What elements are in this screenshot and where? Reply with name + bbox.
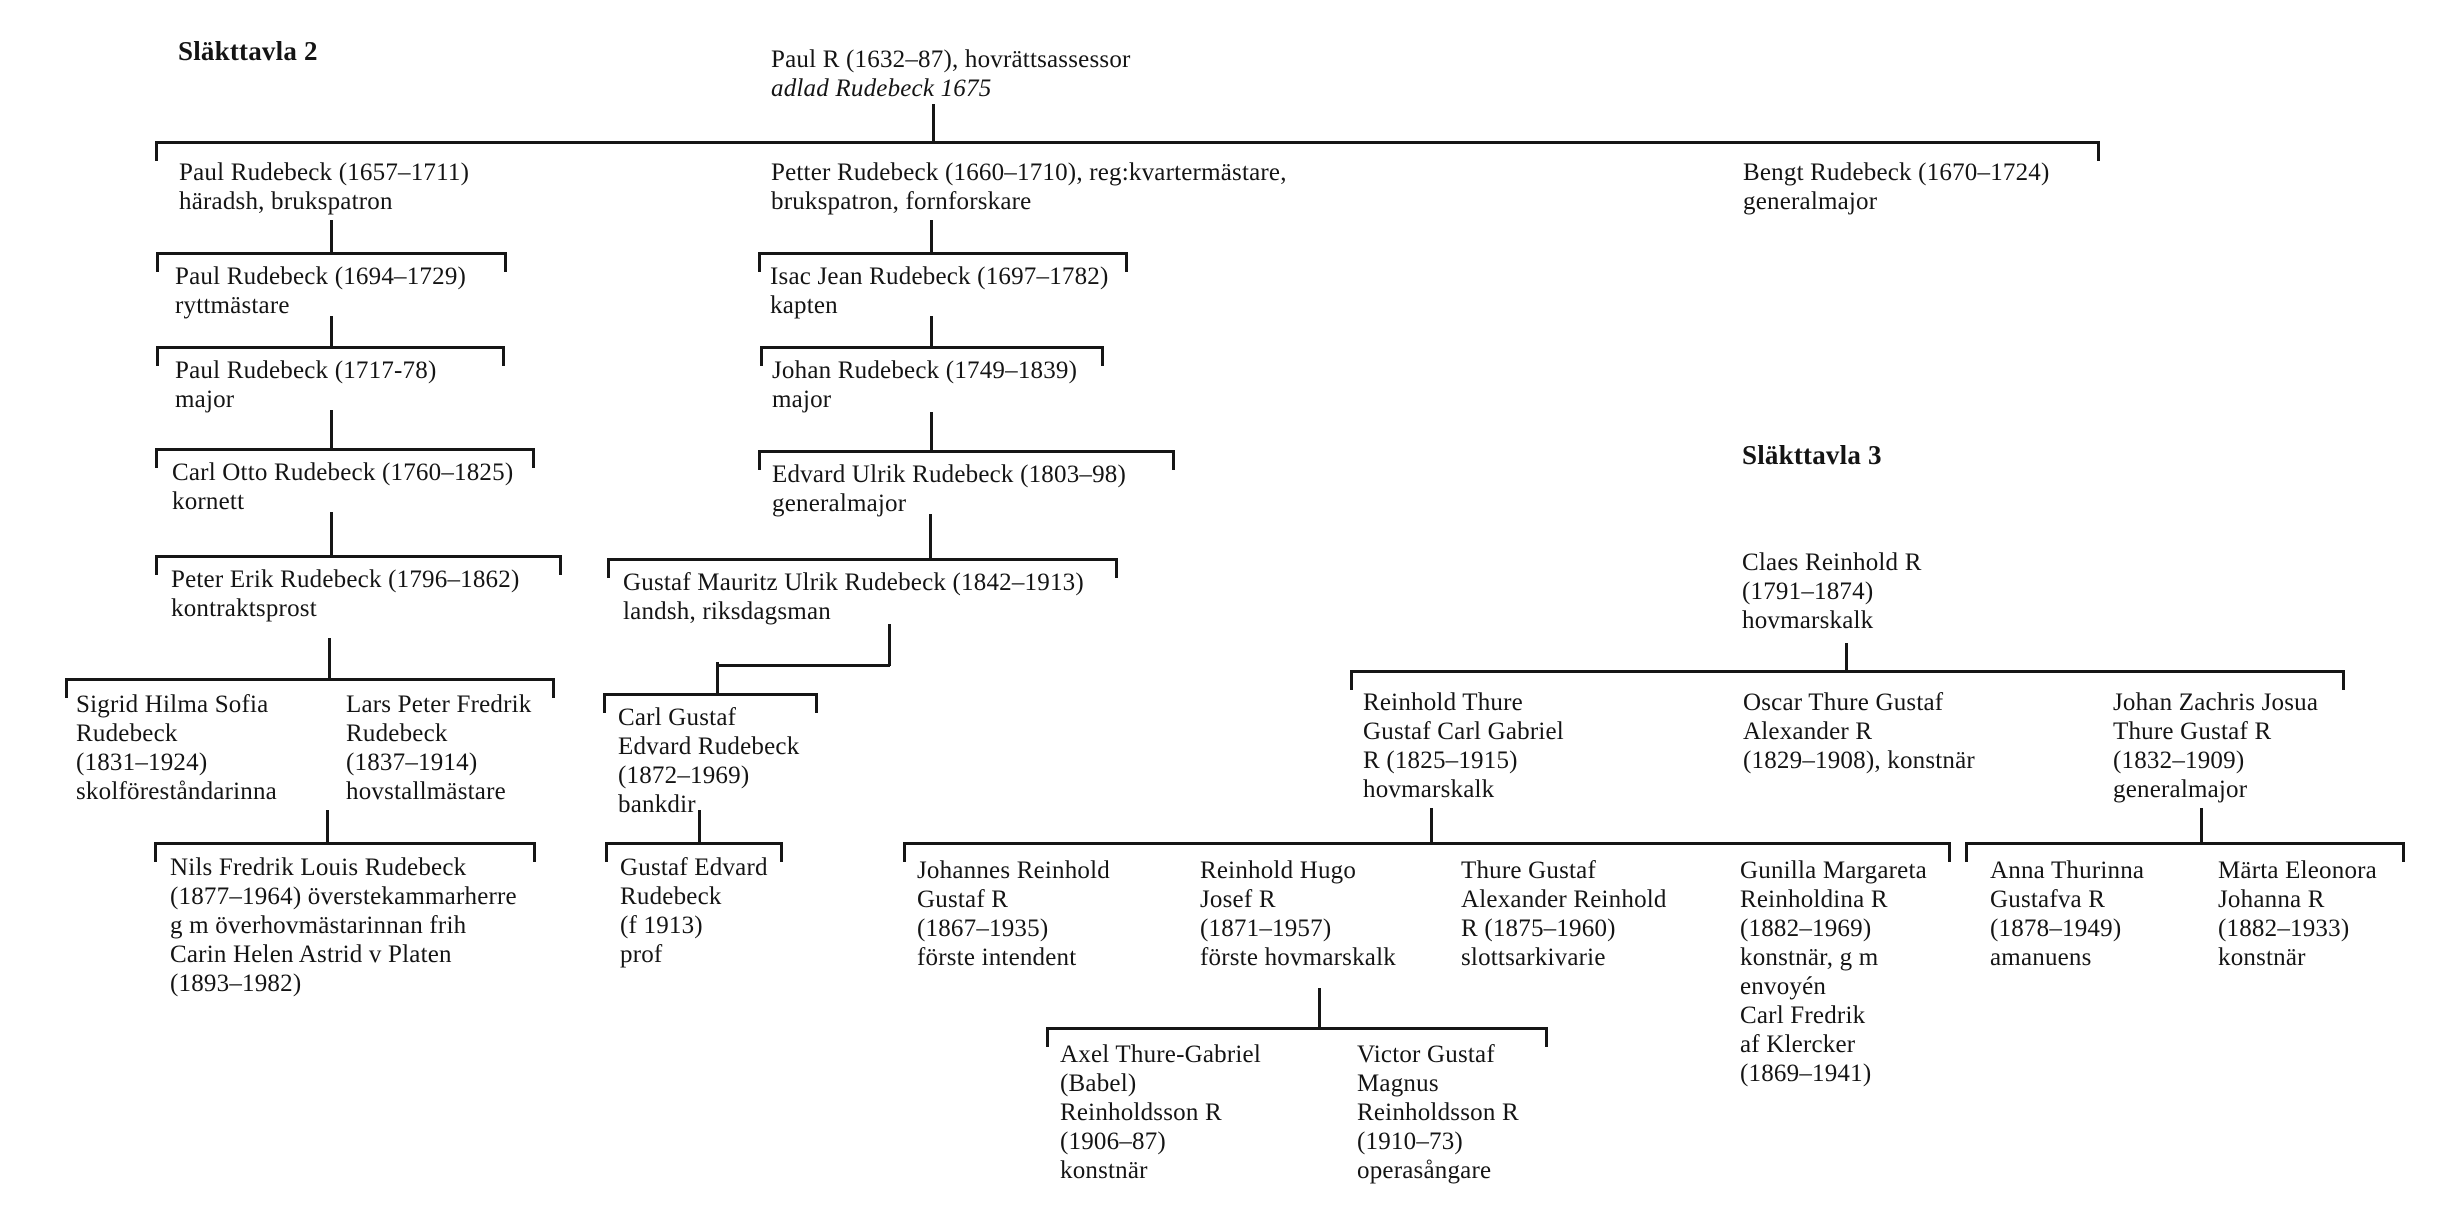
node-text-line: (1869–1941): [1740, 1060, 1872, 1087]
node-text-line: (1877–1964) överstekammarherre: [170, 883, 517, 910]
node-text-line: major: [175, 386, 235, 413]
node-text-line: Oscar Thure Gustaf: [1743, 689, 1944, 716]
tree-node-paul-1657: [179, 158, 469, 216]
node-text-line: prof: [620, 941, 663, 968]
tree-node-marta-1882: [2218, 856, 2377, 972]
tree-node-lars-1837: [346, 690, 532, 806]
node-text-line: konstnär: [2218, 944, 2306, 971]
node-text-line: landsh, riksdagsman: [623, 598, 831, 625]
node-text-line: Petter Rudebeck (1660–1710), reg:kvartermästare,: [771, 159, 1287, 186]
node-text-line: (1878–1949): [1990, 915, 2122, 942]
node-text-line: häradsh, brukspatron: [179, 188, 393, 215]
node-text-line: Gustaf Carl Gabriel: [1363, 718, 1564, 745]
descent-bracket-line: [1350, 670, 2345, 690]
connector-vertical-line: [1430, 808, 1433, 844]
node-text-line: Claes Reinhold R: [1742, 549, 1922, 576]
node-text-line: Reinholdina R: [1740, 886, 1888, 913]
node-text-line: Gunilla Margareta: [1740, 857, 1927, 884]
node-text-line: bankdir: [618, 791, 696, 818]
tree-node-thure-gustaf-1875: [1461, 856, 1667, 972]
node-text-line: Carl Gustaf: [618, 704, 737, 731]
node-text-line: kapten: [770, 292, 838, 319]
tree-node-carl-gustaf-1872: [618, 703, 799, 819]
node-text-line: Carin Helen Astrid v Platen: [170, 941, 452, 968]
node-text-line: Victor Gustaf: [1357, 1041, 1495, 1068]
node-text-line: Anna Thurinna: [1990, 857, 2145, 884]
node-text-line: kontraktsprost: [171, 595, 317, 622]
tree-node-isac-jean-1697: [770, 262, 1109, 320]
node-text-line: Bengt Rudebeck (1670–1724): [1743, 159, 2050, 186]
node-text-line: brukspatron, fornforskare: [771, 188, 1032, 215]
node-text-line: (1872–1969): [618, 762, 750, 789]
node-text-line: Johan Rudebeck (1749–1839): [772, 357, 1078, 384]
tree-node-axel-1906: [1060, 1040, 1261, 1185]
node-text-line: (1893–1982): [170, 970, 302, 997]
node-text-line: (1867–1935): [917, 915, 1049, 942]
node-text-line: Isac Jean Rudebeck (1697–1782): [770, 263, 1109, 290]
node-text-line: kornett: [172, 488, 245, 515]
node-text-line: Paul Rudebeck (1694–1729): [175, 263, 467, 290]
node-text-line: generalmajor: [1743, 188, 1878, 215]
node-text-line: Edvard Ulrik Rudebeck (1803–98): [772, 461, 1127, 488]
tree-node-paul-1632: [771, 45, 1131, 103]
connector-vertical-line: [1845, 643, 1848, 672]
tree-node-petter-1660: [771, 158, 1287, 216]
connector-horizontal-line: [716, 664, 890, 667]
node-text-line: af Klercker: [1740, 1031, 1856, 1058]
title-slakttavla-3: Släkttavla 3: [1742, 440, 1882, 470]
tree-node-oscar-1829: [1743, 688, 1975, 775]
node-text-line: Reinholdsson R: [1060, 1099, 1222, 1126]
tree-node-reinhold-hugo-1871: [1200, 856, 1396, 972]
title-slakttavla-2: Släkttavla 2: [178, 36, 318, 66]
connector-vertical-line: [330, 316, 333, 348]
node-text-line: (1791–1874): [1742, 578, 1874, 605]
node-text-line: Rudebeck: [620, 883, 722, 910]
node-text-line: Reinhold Hugo: [1200, 857, 1357, 884]
connector-vertical-line: [330, 220, 333, 254]
tree-node-gustaf-mauritz-1842: [623, 568, 1084, 626]
node-text-line: R (1825–1915): [1363, 747, 1518, 774]
connector-vertical-line: [2200, 808, 2203, 844]
connector-vertical-line: [1318, 988, 1321, 1029]
node-text-line: (1882–1969): [1740, 915, 1872, 942]
node-text-line: Sigrid Hilma Sofia: [76, 691, 269, 718]
node-text-line: (f 1913): [620, 912, 703, 939]
connector-vertical-line: [328, 638, 331, 680]
connector-vertical-line: [330, 410, 333, 450]
tree-node-victor-1910: [1357, 1040, 1519, 1185]
connector-vertical-line: [930, 412, 933, 452]
tree-node-claes-1791: [1742, 548, 1922, 635]
node-text-line: Rudebeck: [346, 720, 448, 747]
tree-node-johannes-1867: [917, 856, 1110, 972]
tree-node-nils-1877: [170, 853, 517, 998]
node-text-line: major: [772, 386, 832, 413]
node-text-line: operasångare: [1357, 1157, 1492, 1184]
node-text-line: (1871–1957): [1200, 915, 1332, 942]
node-text-line: generalmajor: [2113, 776, 2248, 803]
node-text-line: envoyén: [1740, 973, 1827, 1000]
node-text-line: konstnär, g m: [1740, 944, 1879, 971]
node-text-line: (Babel): [1060, 1070, 1137, 1097]
node-text-line: förste intendent: [917, 944, 1077, 971]
node-text-line: hovstallmästare: [346, 778, 506, 805]
tree-node-reinhold-thure-1825: [1363, 688, 1564, 804]
node-text-line: hovmarskalk: [1742, 607, 1874, 634]
node-text-line: Nils Fredrik Louis Rudebeck: [170, 854, 467, 881]
node-text-line: amanuens: [1990, 944, 2092, 971]
tree-node-peter-erik-1796: [171, 565, 519, 623]
node-text-line: Rudebeck: [76, 720, 178, 747]
node-text-line: Paul Rudebeck (1717-78): [175, 357, 437, 384]
node-text-line: Paul Rudebeck (1657–1711): [179, 159, 470, 186]
node-text-line: Gustaf Mauritz Ulrik Rudebeck (1842–1913): [623, 569, 1084, 596]
node-text-line: (1910–73): [1357, 1128, 1463, 1155]
node-text-line: Alexander Reinhold: [1461, 886, 1667, 913]
node-text-line: förste hovmarskalk: [1200, 944, 1396, 971]
node-text-line: generalmajor: [772, 490, 907, 517]
connector-vertical-line: [930, 316, 933, 348]
tree-node-anna-1878: [1990, 856, 2144, 972]
connector-vertical-line: [330, 512, 333, 557]
node-text-line: konstnär: [1060, 1157, 1148, 1184]
node-text-line: (1882–1933): [2218, 915, 2350, 942]
node-text-line: (1831–1924): [76, 749, 208, 776]
node-text-line: Johannes Reinhold: [917, 857, 1110, 884]
connector-vertical-line: [932, 104, 935, 143]
node-text-line: skolföreståndarinna: [76, 778, 277, 805]
node-text-line: Thure Gustaf: [1461, 857, 1596, 884]
node-text-line: Märta Eleonora: [2218, 857, 2377, 884]
node-text-line: Gustafva R: [1990, 886, 2106, 913]
node-text-line: (1906–87): [1060, 1128, 1166, 1155]
node-text-line: Reinholdsson R: [1357, 1099, 1519, 1126]
connector-vertical-line: [930, 220, 933, 254]
node-text-line: Gustaf Edvard: [620, 854, 768, 881]
tree-node-gustaf-edvard-1913: [620, 853, 768, 969]
node-text-line: Edvard Rudebeck: [618, 733, 800, 760]
node-text-line: Peter Erik Rudebeck (1796–1862): [171, 566, 520, 593]
node-text-line: Lars Peter Fredrik: [346, 691, 532, 718]
node-text-line: Thure Gustaf R: [2113, 718, 2272, 745]
node-text-line: Axel Thure-Gabriel: [1060, 1041, 1261, 1068]
connector-vertical-line: [326, 810, 329, 844]
node-text-line: Paul R (1632–87), hovrättsassessor: [771, 46, 1131, 73]
node-text-line: (1832–1909): [2113, 747, 2245, 774]
tree-node-paul-1717: [175, 356, 437, 414]
tree-node-johan-1749: [772, 356, 1077, 414]
node-text-line: adlad Rudebeck 1675: [771, 75, 992, 102]
tree-node-bengt-1670: [1743, 158, 2050, 216]
connector-vertical-line: [929, 514, 932, 560]
node-text-line: g m överhovmästarinnan frih: [170, 912, 467, 939]
tree-node-carl-otto-1760: [172, 458, 513, 516]
connector-vertical-line: [888, 624, 891, 666]
node-text-line: hovmarskalk: [1363, 776, 1495, 803]
node-text-line: Reinhold Thure: [1363, 689, 1523, 716]
tree-node-paul-1694: [175, 262, 466, 320]
node-text-line: R (1875–1960): [1461, 915, 1616, 942]
tree-node-edvard-ulrik-1803: [772, 460, 1126, 518]
node-text-line: Magnus: [1357, 1070, 1439, 1097]
node-text-line: (1837–1914): [346, 749, 478, 776]
node-text-line: Johanna R: [2218, 886, 2325, 913]
node-text-line: Carl Fredrik: [1740, 1002, 1866, 1029]
node-text-line: ryttmästare: [175, 292, 290, 319]
node-text-line: Johan Zachris Josua: [2113, 689, 2319, 716]
tree-node-gunilla-1882: [1740, 856, 1927, 1088]
node-text-line: Carl Otto Rudebeck (1760–1825): [172, 459, 514, 486]
node-text-line: Josef R: [1200, 886, 1276, 913]
tree-node-sigrid-1831: [76, 690, 277, 806]
node-text-line: (1829–1908), konstnär: [1743, 747, 1975, 774]
tree-node-johan-zachris-1832: [2113, 688, 2318, 804]
node-text-line: slottsarkivarie: [1461, 944, 1606, 971]
node-text-line: Gustaf R: [917, 886, 1009, 913]
node-text-line: Alexander R: [1743, 718, 1873, 745]
